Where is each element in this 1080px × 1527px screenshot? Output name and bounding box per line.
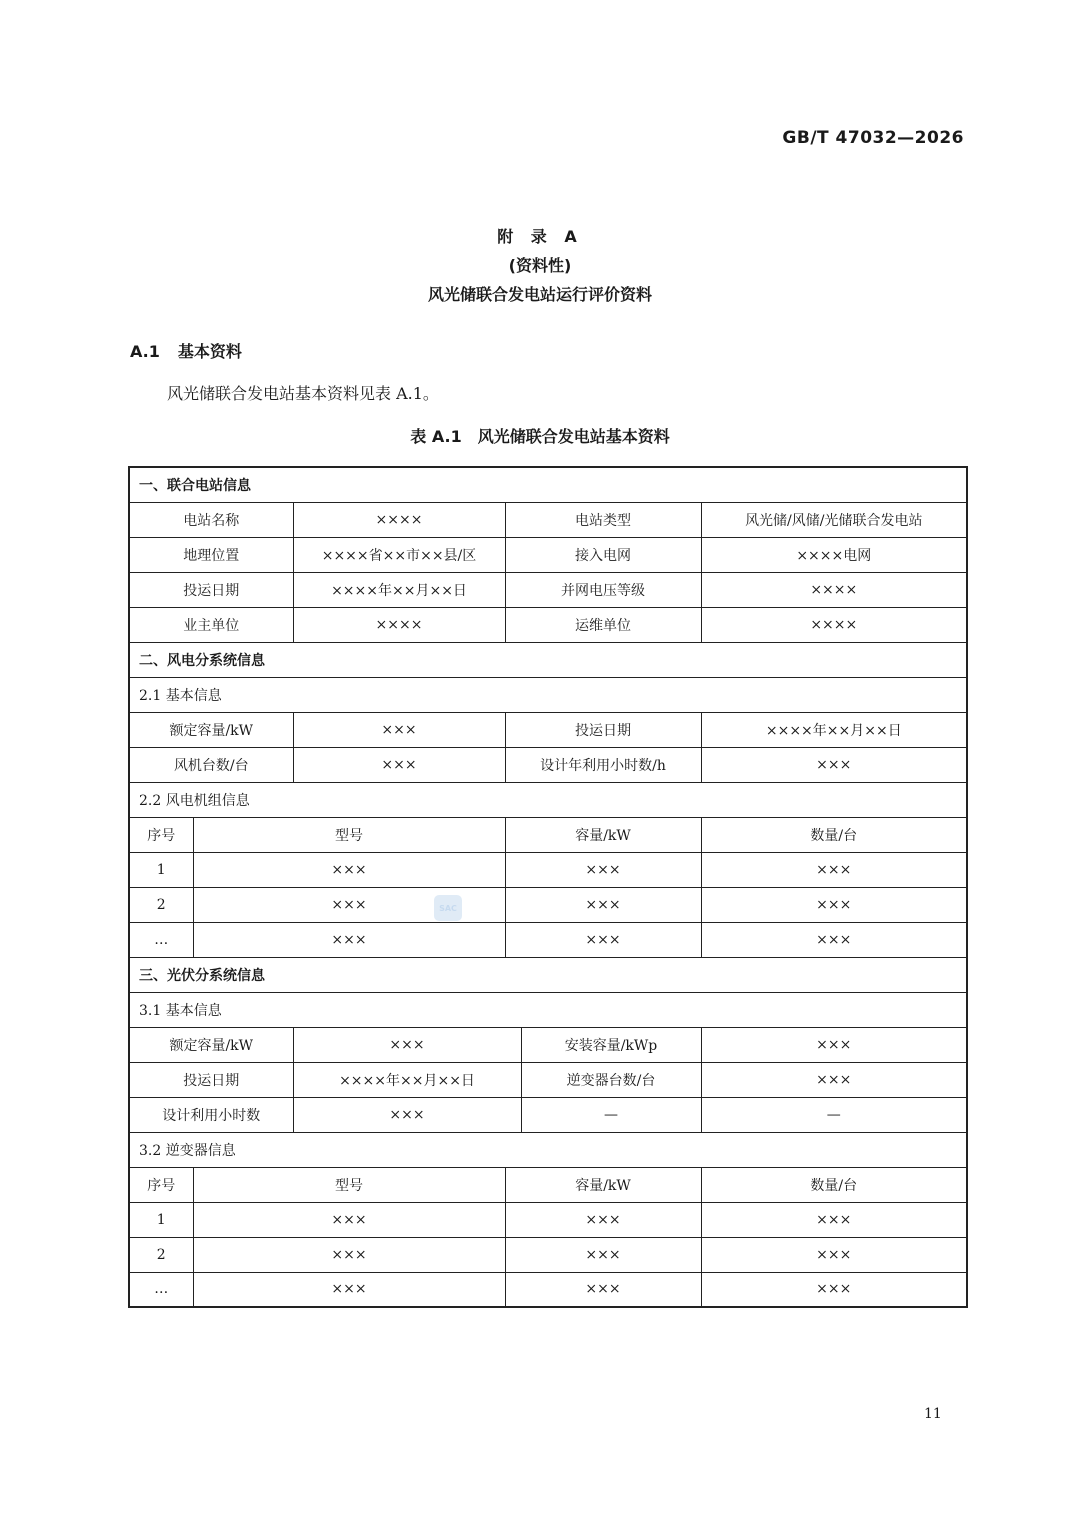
section-row-title: 一、联合电站信息 — [129, 467, 967, 502]
table-cell: 投运日期 — [505, 712, 701, 747]
table-cell: ××× — [193, 852, 505, 887]
table-cell: ××××电网 — [701, 537, 967, 572]
table-cell: ××××年××月××日 — [701, 712, 967, 747]
table-header-cell: 型号 — [193, 1167, 505, 1202]
table-cell: ××× — [701, 747, 967, 782]
table-caption-number: 表 A.1 — [410, 427, 462, 446]
section-row-title: 二、风电分系统信息 — [129, 642, 967, 677]
table-cell: … — [129, 922, 193, 957]
table-cell: 风光储/风储/光储联合发电站 — [701, 502, 967, 537]
table-row — [129, 957, 967, 992]
table-row — [129, 607, 967, 642]
table-header-cell: 数量/台 — [701, 1167, 967, 1202]
table-row — [129, 1202, 967, 1237]
table-cell: ××× — [193, 922, 505, 957]
table-cell: … — [129, 1272, 193, 1307]
table-row — [129, 712, 967, 747]
station-info-table — [128, 466, 968, 1308]
table-cell: 电站类型 — [505, 502, 701, 537]
table-cell: ×××× — [701, 607, 967, 642]
table-row — [129, 642, 967, 677]
table-header-cell: 型号 — [193, 817, 505, 852]
table-cell: ××× — [505, 1272, 701, 1307]
body-paragraph: 风光储联合发电站基本资料见表 A.1。 — [167, 384, 439, 403]
table-header-row — [129, 817, 967, 852]
appendix-type: (资料性) — [508, 256, 572, 275]
table-cell: ××× — [293, 747, 505, 782]
table-header-cell: 容量/kW — [505, 1167, 701, 1202]
table-cell: ××× — [701, 887, 967, 922]
table-cell: 接入电网 — [505, 537, 701, 572]
table-cell: 1 — [129, 852, 193, 887]
section-number: A.1 — [130, 342, 160, 361]
table-cell: 地理位置 — [129, 537, 293, 572]
table-row — [129, 537, 967, 572]
table-cell: 业主单位 — [129, 607, 293, 642]
table-cell: 额定容量/kW — [129, 1027, 293, 1062]
table-cell: ××× — [193, 887, 505, 922]
subsection-row-title: 2.1 基本信息 — [129, 677, 967, 712]
table-cell: ××× — [505, 887, 701, 922]
table-cell: 投运日期 — [129, 572, 293, 607]
table-cell: ××× — [701, 922, 967, 957]
table-cell: ××× — [701, 1237, 967, 1272]
table-cell: ××× — [505, 852, 701, 887]
table-cell: ××× — [505, 922, 701, 957]
table-cell: 逆变器台数/台 — [521, 1062, 701, 1097]
table-row — [129, 747, 967, 782]
table-cell: ××× — [193, 1237, 505, 1272]
table-cell: 2 — [129, 1237, 193, 1272]
table-row — [129, 1062, 967, 1097]
table-cell: 投运日期 — [129, 1062, 293, 1097]
table-cell: ××× — [701, 1272, 967, 1307]
subsection-row-title: 3.2 逆变器信息 — [129, 1132, 967, 1167]
table-header-cell: 序号 — [129, 817, 193, 852]
page-number: 11 — [924, 1406, 942, 1422]
section-heading — [130, 339, 242, 362]
table-row — [129, 1027, 967, 1062]
table-cell: 设计年利用小时数/h — [505, 747, 701, 782]
table-row — [129, 992, 967, 1027]
section-row-title: 三、光伏分系统信息 — [129, 957, 967, 992]
table-header-row — [129, 1167, 967, 1202]
table-header-cell: 数量/台 — [701, 817, 967, 852]
table-cell: ×××× — [293, 502, 505, 537]
table-header-cell: 序号 — [129, 1167, 193, 1202]
table-cell: 设计利用小时数 — [129, 1097, 293, 1132]
table-cell: ××× — [193, 1272, 505, 1307]
table-row — [129, 1237, 967, 1272]
table-row — [129, 1132, 967, 1167]
table-cell: ××× — [293, 1027, 521, 1062]
appendix-title: 风光储联合发电站运行评价资料 — [427, 285, 652, 304]
table-cell: ××× — [701, 1202, 967, 1237]
sac-watermark-logo: SAC — [434, 895, 462, 921]
table-caption — [0, 424, 1080, 447]
table-row — [129, 572, 967, 607]
table-row — [129, 852, 967, 887]
table-cell: — — [521, 1097, 701, 1132]
table-cell: 运维单位 — [505, 607, 701, 642]
table-cell: 安装容量/kWp — [521, 1027, 701, 1062]
table-cell: 风机台数/台 — [129, 747, 293, 782]
table-cell: ××××年××月××日 — [293, 572, 505, 607]
table-cell: ×××× — [293, 607, 505, 642]
table-caption-title: 风光储联合发电站基本资料 — [477, 427, 670, 446]
table-cell: 2 — [129, 887, 193, 922]
table-cell: — — [701, 1097, 967, 1132]
table-cell: 1 — [129, 1202, 193, 1237]
standard-number: GB/T 47032—2026 — [782, 128, 964, 148]
table-row — [129, 782, 967, 817]
table-row — [129, 677, 967, 712]
table-cell: 并网电压等级 — [505, 572, 701, 607]
table-cell: ×××× — [701, 572, 967, 607]
table-header-cell: 容量/kW — [505, 817, 701, 852]
subsection-row-title: 2.2 风电机组信息 — [129, 782, 967, 817]
table-cell: ××××省××市××县/区 — [293, 537, 505, 572]
subsection-row-title: 3.1 基本信息 — [129, 992, 967, 1027]
table-row — [129, 1272, 967, 1307]
table-cell: ××× — [701, 1062, 967, 1097]
table-cell: 电站名称 — [129, 502, 293, 537]
table-row — [129, 887, 967, 922]
table-cell: ××××年××月××日 — [293, 1062, 521, 1097]
table-cell: ××× — [505, 1237, 701, 1272]
table-cell: ××× — [193, 1202, 505, 1237]
table-row — [129, 502, 967, 537]
table-cell: ××× — [701, 852, 967, 887]
table-cell: ××× — [293, 1097, 521, 1132]
table-row — [129, 922, 967, 957]
table-cell: ××× — [293, 712, 505, 747]
table-cell: 额定容量/kW — [129, 712, 293, 747]
section-title: 基本资料 — [177, 342, 242, 361]
table-cell: ××× — [505, 1202, 701, 1237]
table-row — [129, 1097, 967, 1132]
appendix-label: 附 录 A — [497, 227, 583, 246]
table-row — [129, 467, 967, 502]
table-cell: ××× — [701, 1027, 967, 1062]
